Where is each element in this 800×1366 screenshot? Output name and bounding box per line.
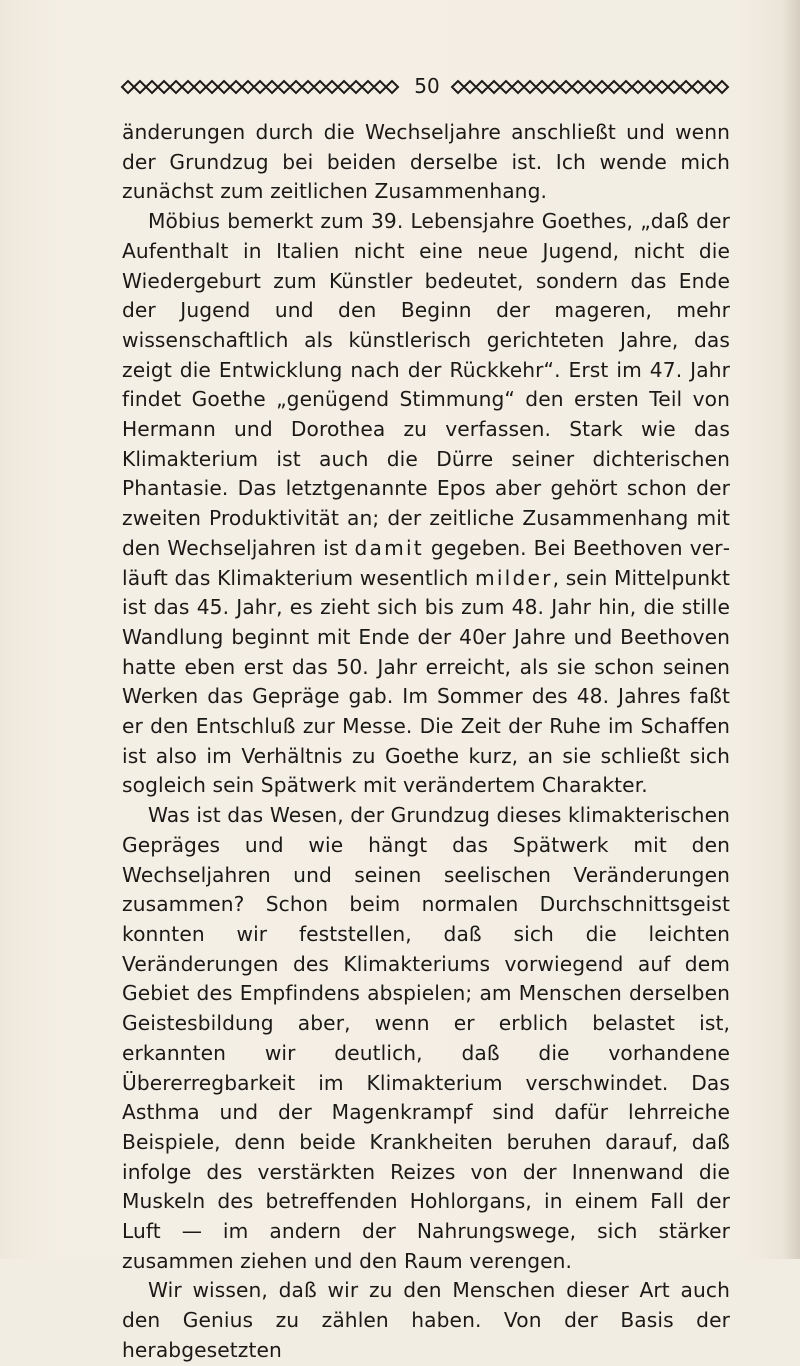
body-text — [122, 118, 730, 1366]
diamond-chain-ornament-left — [120, 79, 400, 95]
page-edge-shadow — [782, 0, 800, 1259]
emphasized-word: damit — [354, 535, 424, 560]
paragraph-genius: Wir wissen, daß wir zu den Menschen dieser Art auch den Genius zu zählen haben. Von der Basis der herabgesetzten — [122, 1278, 730, 1362]
diamond-chain-ornament-right — [450, 79, 730, 95]
paragraph-climacteric-nature: Was ist das Wesen, der Grundzug dieses klimakterischen Gepräges und wie hängt das Spätwerk mit den Wechseljahren und seinen seelischen Veränderungen zusammen? Schon beim normalen Durchschnittsgeist konnten wir feststellen, daß sich die leichten Veränderungen des Klimakteriums vorwiegend auf dem Gebiet des Empfindens abspielen; am Menschen derselben Geistesbildung aber, wenn er erblich belastet ist, erkannten wir deutlich, daß die vorhandene Übererregbarkeit im Klimakterium verschwindet. Das Asthma und der Magenkrampf sind dafür lehrreiche Beispiele, denn beide Krankheiten beruhen darauf, daß infolge des verstärkten Reizes von der Innenwand die Muskeln des betreffenden Hohlorgans, in einem Fall der Luft — im andern der Nahrungswege, sich stärker zusammen ziehen und den Raum verengen. — [122, 803, 730, 1273]
paragraph-moebius-goethe-beethoven — [122, 207, 730, 801]
paragraph-text: gegeben. Bei Beethoven verläuft das Klimakterium wesentlich — [122, 535, 730, 590]
paragraph-text: , sein Mittelpunkt ist das 45. Jahr, es zieht sich bis zum 48. Jahr hin, die stille Wandlung beginnt mit Ende der 40er Jahre und Beethoven hatte eben erst das 50. Jahr erreicht, als sie schon seinen Werken das Gepräge gab. Im Sommer des 48. Jahres faßt er den Entschluß zur Messe. Die Zeit der Ruhe im Schaffen ist also im Verhältnis zu Goethe kurz, an sie schließt sich sogleich sein Spätwerk mit verändertem Charakter. — [122, 565, 730, 798]
page-number: 50 — [414, 74, 440, 98]
paragraph-continuation: änderungen durch die Wechseljahre anschließt und wenn der Grundzug bei beiden derselbe ist. Ich wende mich zunächst zum zeitlichen Zusammenhang. — [122, 120, 730, 204]
emphasized-word: milder — [474, 565, 553, 590]
page-header — [120, 72, 730, 102]
paragraph-text: Möbius bemerkt zum 39. Lebensjahre Goethes, „daß der Aufenthalt in Italien nicht eine neue Jugend, nicht die Wiedergeburt zum Künstler bedeutet, sondern das Ende der Jugend und den Beginn der mageren, mehr wissenschaftlich als künstlerisch gerichteten Jahre, das zeigt die Entwicklung nach der Rückkehr“. Erst im 47. Jahr findet Goethe „genügend Stimmung“ den ersten Teil von Hermann und Dorothea zu verfassen. Stark wie das Klimakterium ist auch die Dürre seiner dichterischen Phantasie. Das letztgenannte Epos aber gehört schon der zweiten Produktivität an; der zeitliche Zusammenhang mit den Wechseljahren ist — [122, 209, 730, 560]
